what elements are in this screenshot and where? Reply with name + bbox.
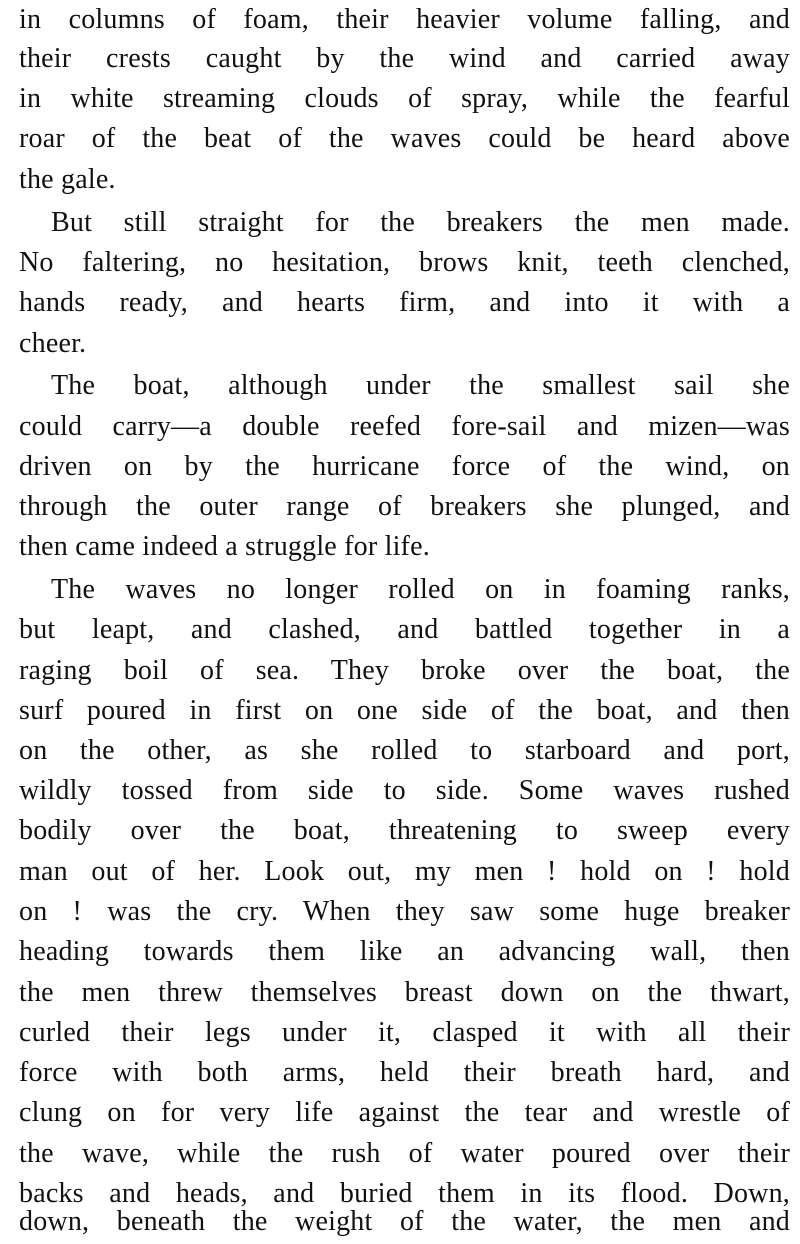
text-line: But still straight for the breakers the men made. xyxy=(51,207,790,238)
text-line: through the outer range of breakers she plunged, and xyxy=(19,491,790,522)
text-line: in columns of foam, their heavier volume falling, and xyxy=(19,4,790,35)
text-line: No faltering, no hesitation, brows knit, teeth clenched, xyxy=(19,247,790,278)
text-line: The boat, although under the smallest sail she xyxy=(51,370,790,401)
text-line: clung on for very life against the tear and wrestle of xyxy=(19,1097,790,1128)
text-line: heading towards them like an advancing wall, then xyxy=(19,936,790,967)
text-line: curled their legs under it, clasped it with all their xyxy=(19,1017,790,1048)
text-line: in white streaming clouds of spray, while the fearful xyxy=(19,83,790,114)
text-line: on ! was the cry. When they saw some huge breaker xyxy=(19,896,790,927)
text-line: wildly tossed from side to side. Some waves rushed xyxy=(19,775,790,806)
text-line: the gale. xyxy=(19,164,116,195)
text-line: their crests caught by the wind and carried away xyxy=(19,43,790,74)
text-line: but leapt, and clashed, and battled together in a xyxy=(19,614,790,645)
text-line: surf poured in first on one side of the boat, and then xyxy=(19,695,790,726)
text-line: cheer. xyxy=(19,328,87,359)
text-line: could carry—a double reefed fore-sail and mizen—was xyxy=(19,411,790,442)
text-line: The waves no longer rolled on in foaming ranks, xyxy=(51,574,790,605)
text-line: then came indeed a struggle for life. xyxy=(19,531,430,562)
text-line: man out of her. Look out, my men ! hold on ! hold xyxy=(19,856,790,887)
text-line: down, beneath the weight of the water, the men and xyxy=(19,1206,790,1237)
text-line: backs and heads, and buried them in its flood. Down, xyxy=(19,1178,790,1209)
text-line: the men threw themselves breast down on the thwart, xyxy=(19,977,790,1008)
text-line: raging boil of sea. They broke over the boat, the xyxy=(19,655,790,686)
text-line: driven on by the hurricane force of the wind, on xyxy=(19,451,790,482)
text-line: on the other, as she rolled to starboard and port, xyxy=(19,735,790,766)
text-line: hands ready, and hearts firm, and into it with a xyxy=(19,287,790,318)
text-line: bodily over the boat, threatening to sweep every xyxy=(19,815,790,846)
text-line: the wave, while the rush of water poured over their xyxy=(19,1138,790,1169)
text-line: force with both arms, held their breath hard, and xyxy=(19,1057,790,1088)
text-line: roar of the beat of the waves could be heard above xyxy=(19,123,790,154)
